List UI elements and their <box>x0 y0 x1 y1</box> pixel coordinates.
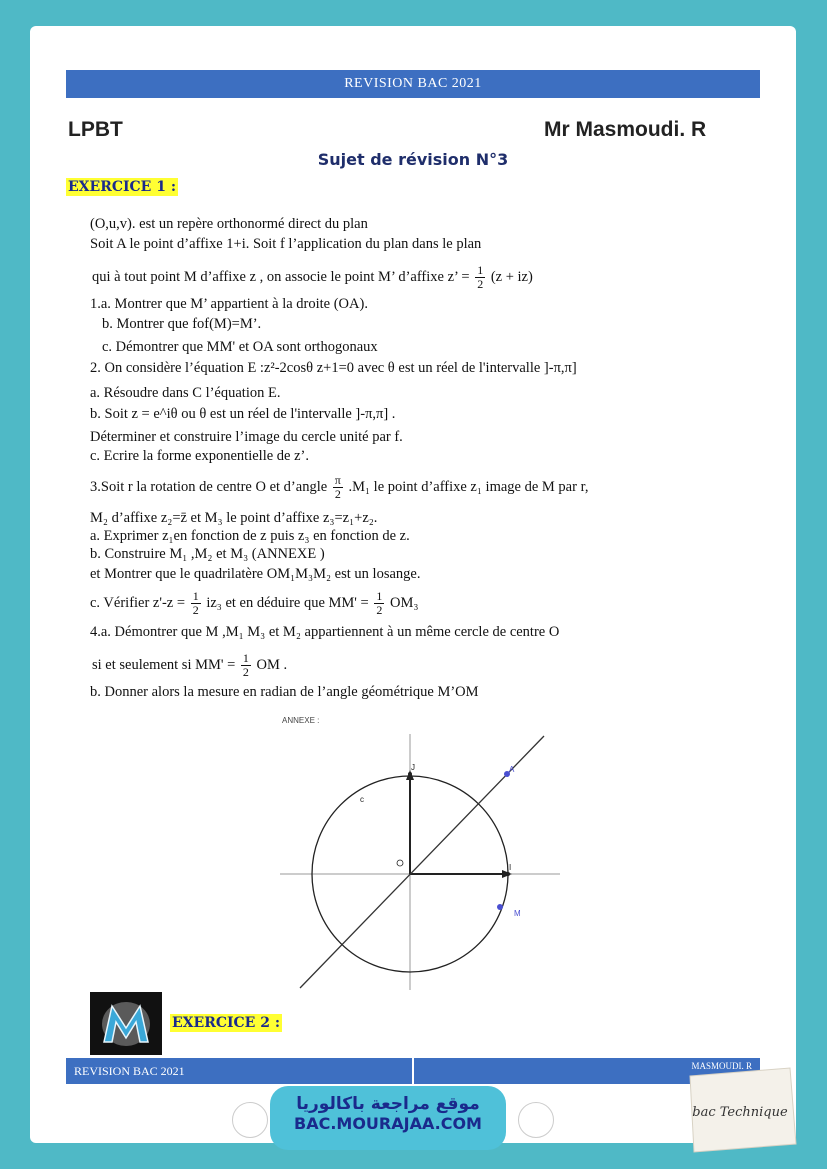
school-name: LPBT <box>68 118 123 141</box>
frac2-num: 1 <box>192 589 199 603</box>
fraction-half <box>475 264 485 291</box>
point-i <box>506 872 510 876</box>
line-repere: (O,u,v). est un repère orthonormé direct du plan <box>90 216 368 232</box>
line-m2: M₂ d’affixe z₂=z̄ et M₃ le point d’affixe z₃=z₁+z₂. <box>90 510 378 526</box>
line-3c-text: c. Vérifier z'-z = <box>90 594 186 611</box>
header-banner: REVISION BAC 2021 <box>66 70 760 98</box>
footer-banner <box>66 1058 760 1084</box>
frac4-num: 1 <box>242 651 249 665</box>
frac-angle-num: π <box>334 473 341 487</box>
frac3-den: 2 <box>376 603 383 617</box>
exercise1-label: EXERCICE 1 : <box>68 179 177 195</box>
subject-title: Sujet de révision N°3 <box>317 150 509 169</box>
origin-marker <box>397 860 403 866</box>
fraction-half-4 <box>241 652 251 679</box>
exercise2-label: EXERCICE 2 : <box>172 1015 281 1031</box>
author-logo <box>90 992 162 1055</box>
badge-text: bac Technique <box>692 1105 788 1120</box>
fraction-angle <box>333 474 343 501</box>
left-emblem-icon <box>232 1102 268 1138</box>
label-c: c <box>360 795 364 804</box>
line-2c: c. Ecrire la forme exponentielle de z’. <box>90 448 309 464</box>
fraction-half-3 <box>374 590 384 617</box>
label-a: A <box>509 765 515 774</box>
author-name: Mr Masmoudi. R <box>544 118 707 141</box>
line-2: 2. On considère l’équation E :z²-2cosθ z+1=0 avec θ est un réel de l'intervalle ]-π,π] <box>90 360 577 376</box>
fraction-half-2 <box>191 590 201 617</box>
frac-angle-den: 2 <box>334 487 341 501</box>
footer-right: MASMOUDI. R <box>691 1061 752 1071</box>
line-affixe-expr: (z + iz) <box>490 268 533 285</box>
line-1a: 1.a. Montrer que M’ appartient à la droite (OA). <box>90 296 368 312</box>
website-arabic: موقع مراجعة باكالوريا <box>296 1094 480 1114</box>
line-3c <box>90 590 418 617</box>
annexe-title: ANNEXE : <box>282 716 320 725</box>
frac3-num: 1 <box>376 589 383 603</box>
line-affixe <box>92 264 533 291</box>
line-affixe-text: qui à tout point M d’affixe z , on associe le point M’ d’affixe z’ = <box>92 268 470 285</box>
point-j <box>408 772 412 776</box>
line-3-rest: .M₁ le point d’affixe z₁ image de M par r, <box>348 478 589 495</box>
line-2a: a. Résoudre dans C l’équation E. <box>90 385 281 401</box>
footer-divider <box>412 1058 414 1084</box>
line-3 <box>90 474 588 501</box>
line-losange: et Montrer que le quadrilatère OM₁M₃M₂ est un losange. <box>90 566 421 582</box>
line-4a-cond-end: OM . <box>256 656 288 673</box>
line-soit-a: Soit A le point d’affixe 1+i. Soit f l’application du plan dans le plan <box>90 236 482 252</box>
annexe-figure <box>280 732 560 994</box>
right-emblem-icon <box>518 1102 554 1138</box>
point-m <box>497 904 503 910</box>
frac2-den: 2 <box>192 603 199 617</box>
line-3-text: 3.Soit r la rotation de centre O et d’angle <box>90 478 328 495</box>
line-4a-cond <box>92 652 287 679</box>
line-1c: c. Démontrer que MM' et OA sont orthogonaux <box>102 339 378 355</box>
line-3c-mid: iz₃ et en déduire que MM' = <box>206 594 369 611</box>
document-page <box>30 26 796 1143</box>
website-url[interactable]: BAC.MOURAJAA.COM <box>294 1114 482 1133</box>
line-3a: a. Exprimer z₁en fonction de z puis z₃ en fonction de z. <box>90 528 410 544</box>
label-i: I <box>509 863 512 872</box>
label-j: J <box>411 763 415 772</box>
line-4a-cond-text: si et seulement si MM' = <box>92 656 236 673</box>
line-2b: b. Soit z = e^iθ ou θ est un réel de l'intervalle ]-π,π] . <box>90 406 396 422</box>
line-determiner: Déterminer et construire l’image du cercle unité par f. <box>90 429 403 445</box>
frac-den: 2 <box>477 277 484 291</box>
line-3b: b. Construire M₁ ,M₂ et M₃ (ANNEXE ) <box>90 546 325 562</box>
line-3c-end: OM₃ <box>389 594 419 611</box>
label-m: M <box>514 909 521 918</box>
frac-num: 1 <box>477 263 484 277</box>
footer-left: REVISION BAC 2021 <box>74 1064 185 1078</box>
website-banner[interactable] <box>270 1086 506 1150</box>
line-1b: b. Montrer que fof(M)=M’. <box>102 316 262 332</box>
bac-technique-badge <box>680 1064 800 1156</box>
logo-m-icon <box>90 992 162 1055</box>
line-4a: 4.a. Démontrer que M ,M₁ M₃ et M₂ appartiennent à un même cercle de centre O <box>90 624 560 640</box>
line-4b: b. Donner alors la mesure en radian de l’angle géométrique M’OM <box>90 684 479 700</box>
frac4-den: 2 <box>242 665 249 679</box>
